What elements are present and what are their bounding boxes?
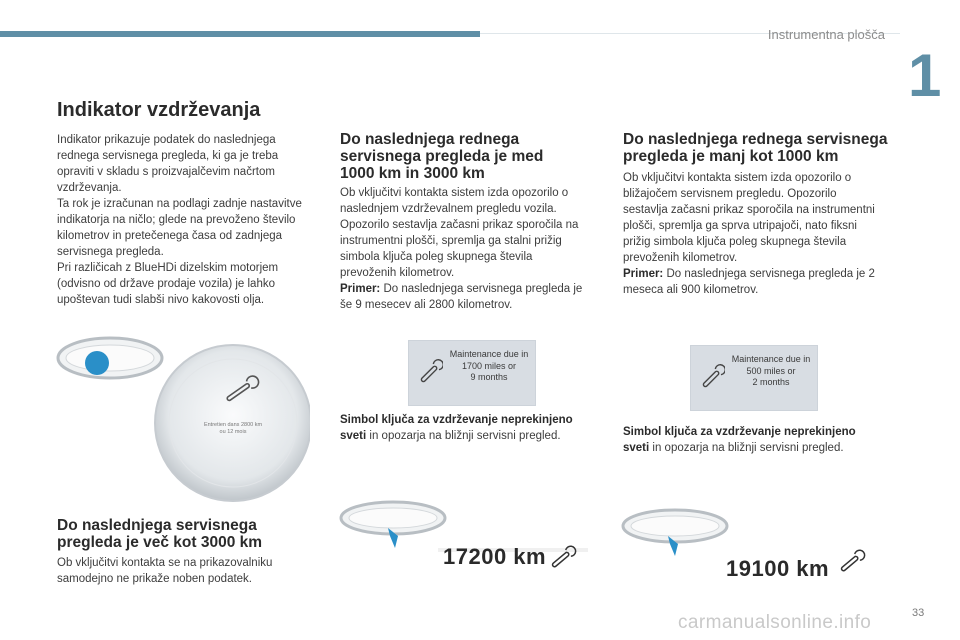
example-label: Primer: <box>623 268 664 280</box>
intro-paragraph-3: Pri različicah z BlueHDi dizelskim motorjem (odvisno od države prodaje vozila) je lahko upoštevan tudi slabši nivo kakovosti olja. <box>57 262 279 306</box>
heading-more-3000: Do naslednjega servisnega pregleda je več kot 3000 km <box>57 517 263 551</box>
example-label: Primer: <box>340 283 381 295</box>
body-more-3000: Ob vključitvi kontakta se na prikazovalniku samodejno ne prikaže noben podatek. <box>57 557 273 585</box>
example-text: Do naslednjega servisnega pregleda je 2 meseca ali 900 kilometrov. <box>623 268 875 296</box>
instrument-cluster-illustration <box>55 333 310 503</box>
dial-text-1: Entretien dans 2800 km <box>203 422 263 428</box>
watermark: carmanualsonline.info <box>678 612 872 633</box>
caption-bold: Simbol ključa za vzdrževanje neprekinjeno sveti <box>623 426 856 454</box>
caption-less-1000 <box>623 424 883 456</box>
body-less-1000 <box>623 170 883 298</box>
header-accent-bar <box>0 31 480 37</box>
message-line-1: Maintenance due in <box>449 349 529 359</box>
odometer-value-2: 19100 km <box>726 556 830 581</box>
maintenance-message-2 <box>727 354 815 389</box>
intro-paragraph-1: Indikator prikazuje podatek do naslednjega rednega servisnega pregleda, ki ga je treba opraviti v skladu s proizvajalčevim načrtom vzdrževanja. <box>57 134 279 194</box>
message-line-3: 2 months <box>752 377 790 387</box>
message-line-3: 9 months <box>470 372 508 382</box>
maintenance-display-1 <box>408 340 536 406</box>
dial-text-2: ou 12 mois <box>219 429 247 435</box>
wrench-icon <box>701 364 725 390</box>
example-text: Do naslednjega servisnega pregleda je še 9 mesecev ali 2800 kilometrov. <box>340 283 583 311</box>
message-line-1: Maintenance due in <box>731 354 811 364</box>
caption-rest: in opozarja na bližnji servisni pregled. <box>649 442 844 454</box>
maintenance-display-2 <box>690 345 818 411</box>
message-line-2: 1700 miles or <box>461 360 517 371</box>
message-line-2: 500 miles or <box>746 365 796 376</box>
body-less-1000-text: Ob vključitvi kontakta sistem izda opozorilo o bližajočem servisnem pregledu. Opozorilo sestavlja začasni prikaz sporočila na instrumentni plošči, spremlja ga sprva utripajoči, nato fiksni prižig simbola ključa poleg skupnega števila prevoženih kilometrov. <box>623 172 875 264</box>
odometer-value-1: 17200 km <box>443 544 547 569</box>
maintenance-message-1 <box>445 349 533 384</box>
body-1000-3000-text: Ob vključitvi kontakta sistem izda opozorilo o naslednjem vzdrževalnem pregledu vozila. Opozorilo sestavlja začasni prikaz sporočila na instrumentni plošči, spremlja ga stalni prižig simbola ključa poleg skupnega števila prevoženih kilometrov. <box>340 187 579 279</box>
intro-text <box>57 132 302 308</box>
page-number: 33 <box>912 607 925 619</box>
caption-1000-3000 <box>340 412 600 444</box>
example-1000-3000 <box>340 281 590 313</box>
heading-less-1000: Do naslednjega rednega servisnega pregleda je manj kot 1000 km <box>623 131 888 165</box>
section-header: Instrumentna plošča <box>767 27 885 42</box>
caption-bold: Simbol ključa za vzdrževanje neprekinjeno sveti <box>340 414 573 442</box>
body-1000-3000 <box>340 185 590 313</box>
caption-rest: in opozarja na bližnji servisni pregled. <box>366 430 561 442</box>
page-title: Indikator vzdrževanja <box>57 99 261 121</box>
wrench-icon <box>839 548 867 574</box>
wrench-icon <box>419 359 443 385</box>
example-less-1000 <box>623 266 883 298</box>
intro-paragraph-2: Ta rok je izračunan na podlagi zadnje nastavitve indikatorja na ničlo; glede na prevoženo število kilometrov in pretečenega časa od zadnjega servisnega pregleda. <box>57 198 302 258</box>
chapter-number: 1 <box>908 42 942 109</box>
heading-1000-3000: Do naslednjega rednega servisnega pregleda je med 1000 km in 3000 km <box>340 131 544 182</box>
